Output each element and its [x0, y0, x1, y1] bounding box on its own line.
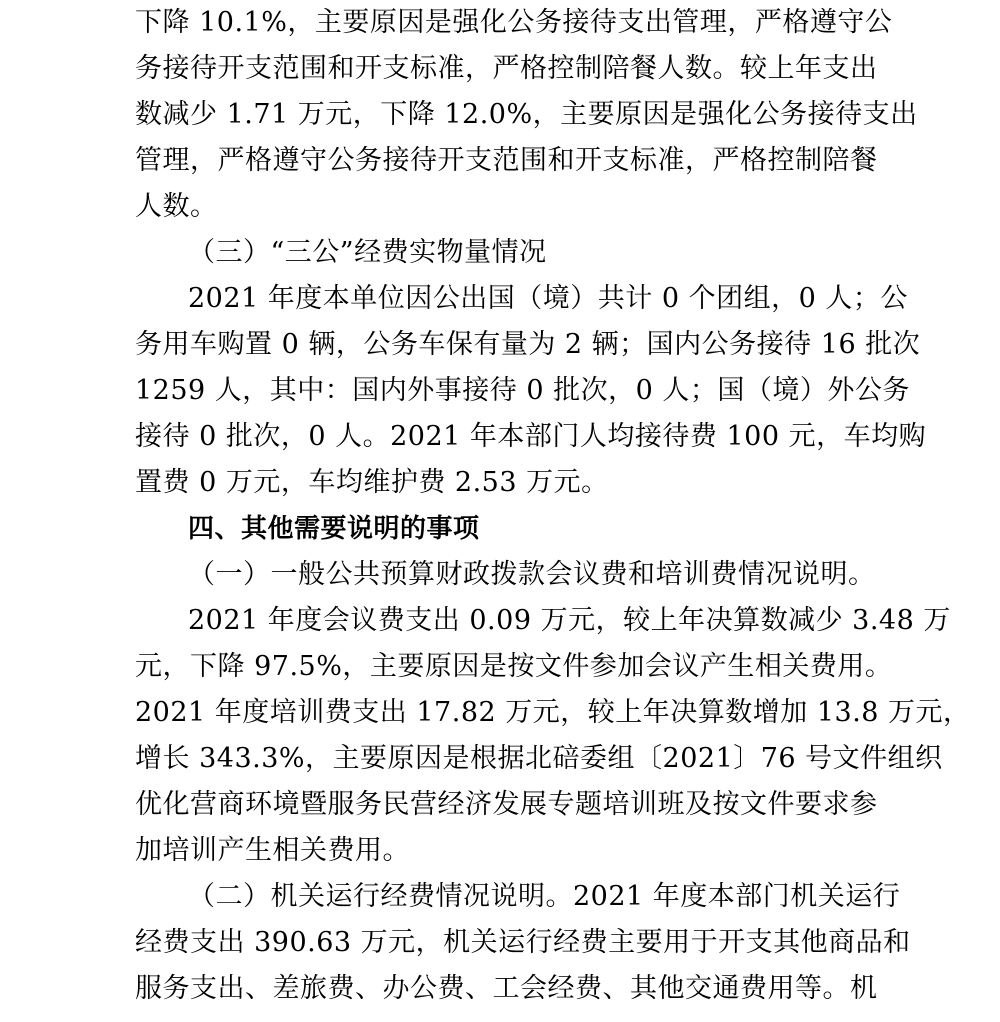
body-text-line: 置费 0 万元，车均维护费 2.53 万元。 [135, 467, 609, 498]
body-text-line: 2021 年度培训费支出 17.82 万元，较上年决算数增加 13.8 万元， [135, 697, 971, 728]
body-text-line: 1259 人，其中：国内外事接待 0 批次，0 人；国（境）外公务 [135, 375, 910, 406]
body-text-line: 务接待开支范围和开支标准，严格控制陪餐人数。较上年支出 [135, 53, 878, 84]
body-text-line: 增长 343.3%，主要原因是根据北碚委组〔2021〕76 号文件组织 [135, 743, 943, 774]
body-text-line: 管理，严格遵守公务接待开支范围和开支标准，严格控制陪餐 [135, 145, 878, 176]
body-text-line: 接待 0 批次，0 人。2021 年本部门人均接待费 100 元，车均购 [135, 421, 927, 452]
body-text-line: 人数。 [135, 191, 218, 222]
body-text-line: 2021 年度会议费支出 0.09 万元，较上年决算数减少 3.48 万 [188, 605, 951, 636]
body-text-line: 下降 10.1%，主要原因是强化公务接待支出管理，严格遵守公 [135, 7, 893, 38]
body-text-line: 优化营商环境暨服务民营经济发展专题培训班及按文件要求参 [135, 789, 878, 820]
body-text-line: 服务支出、差旅费、办公费、工会经费、其他交通费用等。机 [135, 973, 878, 1004]
subsection-heading: （二）机关运行经费情况说明。2021 年度本部门机关运行 [188, 881, 901, 912]
body-text-line: 经费支出 390.63 万元，机关运行经费主要用于开支其他商品和 [135, 927, 911, 958]
body-text-line: 加培训产生相关费用。 [135, 835, 410, 866]
body-text-line: 数减少 1.71 万元，下降 12.0%，主要原因是强化公务接待支出 [135, 99, 918, 130]
body-text-line: 元，下降 97.5%，主要原因是按文件参加会议产生相关费用。 [135, 651, 893, 682]
section-heading: 四、其他需要说明的事项 [188, 514, 480, 544]
body-text-line: 务用车购置 0 辆，公务车保有量为 2 辆；国内公务接待 16 批次 [135, 329, 921, 360]
subsection-heading: （一）一般公共预算财政拨款会议费和培训费情况说明。 [188, 559, 876, 590]
subsection-heading: （三）“三公”经费实物量情况 [188, 237, 547, 268]
body-text-line: 2021 年度本单位因公出国（境）共计 0 个团组，0 人；公 [188, 283, 908, 314]
